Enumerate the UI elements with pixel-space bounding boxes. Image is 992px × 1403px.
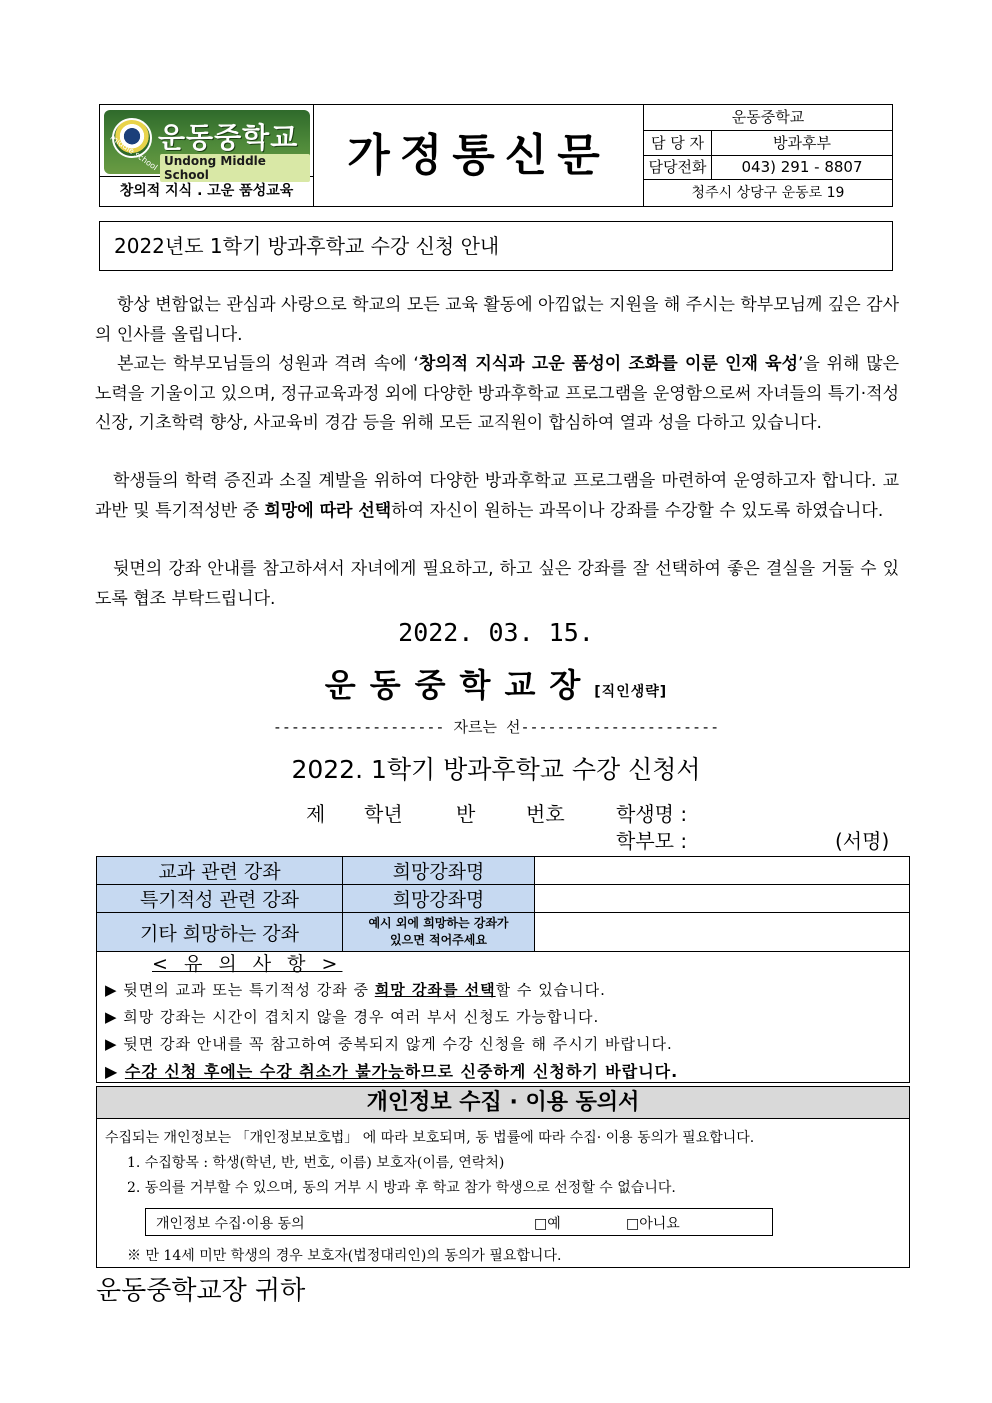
notice-date: 2022. 03. 15. <box>398 618 594 647</box>
school-address: 청주시 상당구 운동로 19 <box>691 185 845 201</box>
grade-prefix: 제 <box>306 802 326 826</box>
privacy-item-1: 1. 수집항목 : 학생(학년, 반, 번호, 이름) 보호자(이름, 연락처) <box>127 1155 505 1171</box>
application-form-title: 2022. 1학기 방과후학교 수강 신청서 <box>291 755 701 784</box>
notice-heading: < 유 의 사 항 > <box>152 953 343 975</box>
logo-subtitle: Undong Middle School <box>160 154 310 182</box>
privacy-heading: 개인정보 수집 · 이용 동의서 <box>97 1087 909 1119</box>
p2-text-b: ’을 위해 많은 노력을 기울이고 있으며, 정규교육과정 외에 다양한 방과후학교 프로그램을 운영함으로써 자녀들의 특기·적성 신장, 기초학력 향상, 사교육비 경감 등을 위해 모든 교직원이 합심하여 열과 성을 다하고 있습니다. <box>95 354 899 433</box>
logo-ring-text: middle school <box>108 132 160 173</box>
aptitude-course-input[interactable] <box>535 885 910 913</box>
consent-no-checkbox[interactable]: □아니요 <box>626 1216 680 1232</box>
paragraph-school-vision <box>95 350 899 439</box>
logo-title: 운동중학교 <box>158 121 299 154</box>
p2-text-a: 본교는 학부모님들의 성원과 격려 속에 ‘ <box>117 354 419 374</box>
course-application-table <box>96 856 910 952</box>
signature-label: (서명) <box>835 829 890 853</box>
p3-bold: 희망에 따라 선택 <box>264 500 392 521</box>
contact-value: 방과후부 <box>773 134 831 152</box>
other-hint-line1: 예시 외에 희망하는 강좌가 <box>368 916 509 930</box>
student-name-field[interactable]: 학생명 : <box>616 802 688 826</box>
school-logo-cell <box>100 105 314 182</box>
p3-text-b: 하여 자신이 원하는 과목이나 강좌를 수강할 수 있도록 하였습니다. <box>391 500 884 521</box>
newsletter-header <box>99 104 893 207</box>
aptitude-course-label: 특기적성 관련 강좌 <box>97 885 343 913</box>
privacy-item-2: 2. 동의를 거부할 수 있으며, 동의 거부 시 방과 후 학교 참가 학생으로 선정할 수 없습니다. <box>127 1180 676 1196</box>
cut-line-left: ------------------- <box>272 718 445 736</box>
notice-item-1-tail: 할 수 있습니다. <box>495 981 606 999</box>
notice-item-4-bullet: ▶ <box>105 1062 125 1081</box>
subject-course-label: 교과 관련 강좌 <box>97 857 343 885</box>
notice-item-4-tail: 하므로 신중하게 신청하기 바랍니다. <box>404 1062 679 1081</box>
p3-text-a: 학생들의 학력 증진과 소질 계발을 위하여 다양한 방과후학교 프로그램을 마련하여 운영하고자 합니다. 교과반 및 특기적성반 중 <box>95 471 899 521</box>
phone-row <box>644 156 892 180</box>
notice-item-4 <box>105 1059 678 1082</box>
newsletter-title: 가정통신문 <box>314 105 644 206</box>
notice-item-3: ▶ 뒷면 강좌 안내를 꼭 참고하여 중복되지 않게 수강 신청을 해 주시기 바랍니다. <box>105 1035 673 1053</box>
contact-row <box>644 131 892 156</box>
paragraph-request: 뒷면의 강좌 안내를 참고하셔서 자녀에게 필요하고, 하고 싶은 강좌를 잘 선택하여 좋은 결실을 거둘 수 있도록 협조 부탁드립니다. <box>95 559 899 609</box>
footer-addressee: 운동중학교장 귀하 <box>96 1276 306 1306</box>
school-motto: 창의적 지식 . 고운 품성교육 <box>100 177 314 206</box>
subject-course-input[interactable] <box>535 857 910 885</box>
notice-subject: 2022년도 1학기 방과후학교 수강 신청 안내 <box>99 221 893 271</box>
consent-box <box>145 1208 773 1236</box>
phone-value: 043) 291 - 8807 <box>741 158 863 176</box>
notice-item-2: ▶ 희망 강좌는 시간이 겹치지 않을 경우 여러 부서 신청도 가능합니다. <box>105 1008 600 1026</box>
p2-bold: 창의적 지식과 고운 품성이 조화를 이룬 인재 육성 <box>418 354 799 374</box>
cut-line-right: ---------------------- <box>520 718 720 736</box>
seal-omitted-note: [직인생략] <box>594 684 668 700</box>
consent-label: 개인정보 수집·이용 동의 <box>156 1216 305 1232</box>
desired-course-label: 희망강좌명 <box>343 857 535 885</box>
notice-item-4-underline: 수강 신청 후에는 수강 취소가 불가능 <box>124 1062 405 1081</box>
paragraph-greeting: 항상 변함없는 관심과 사랑으로 학교의 모든 교육 활동에 아낌없는 지원을 해 주시는 학부모님께 깊은 감사의 인사를 올립니다. <box>95 295 899 345</box>
table-row <box>97 885 910 913</box>
paragraph-program <box>95 467 899 526</box>
privacy-note: ※ 만 14세 미만 학생의 경우 보호자(법정대리인)의 동의가 필요합니다. <box>127 1248 562 1264</box>
desired-course-label: 희망강좌명 <box>343 885 535 913</box>
notice-item-1 <box>105 979 606 1000</box>
class-label: 반 <box>456 802 476 826</box>
privacy-consent-section <box>96 1086 910 1268</box>
contact-label: 담 당 자 <box>644 131 712 155</box>
table-row <box>97 857 910 885</box>
principal-signature <box>0 660 992 706</box>
notice-item-1-underline: 희망 강좌를 선택 <box>374 981 496 999</box>
privacy-intro: 수집되는 개인정보는 「개인정보보호법」 에 따라 보호되며, 동 법률에 따라 수집· 이용 동의가 필요합니다. <box>105 1130 755 1146</box>
parent-name-field[interactable]: 학부모 : <box>616 829 688 853</box>
cut-line <box>0 716 992 737</box>
school-logo <box>104 110 310 182</box>
notice-section <box>96 946 910 1083</box>
principal-name: 운동중학교장 <box>324 666 595 704</box>
number-label: 번호 <box>526 802 565 826</box>
phone-label: 담당전화 <box>644 156 712 179</box>
school-name: 운동중학교 <box>644 105 892 131</box>
consent-yes-checkbox[interactable]: □예 <box>534 1216 561 1232</box>
cut-line-label: 자르는 선 <box>444 718 521 736</box>
contact-info <box>644 105 892 206</box>
notice-item-1-text: ▶ 뒷면의 교과 또는 특기적성 강좌 중 <box>105 981 375 999</box>
grade-label: 학년 <box>364 802 403 826</box>
other-course-label: 기타 희망하는 강좌 <box>97 913 343 952</box>
other-hint-line2: 있으면 적어주세요 <box>390 933 487 947</box>
